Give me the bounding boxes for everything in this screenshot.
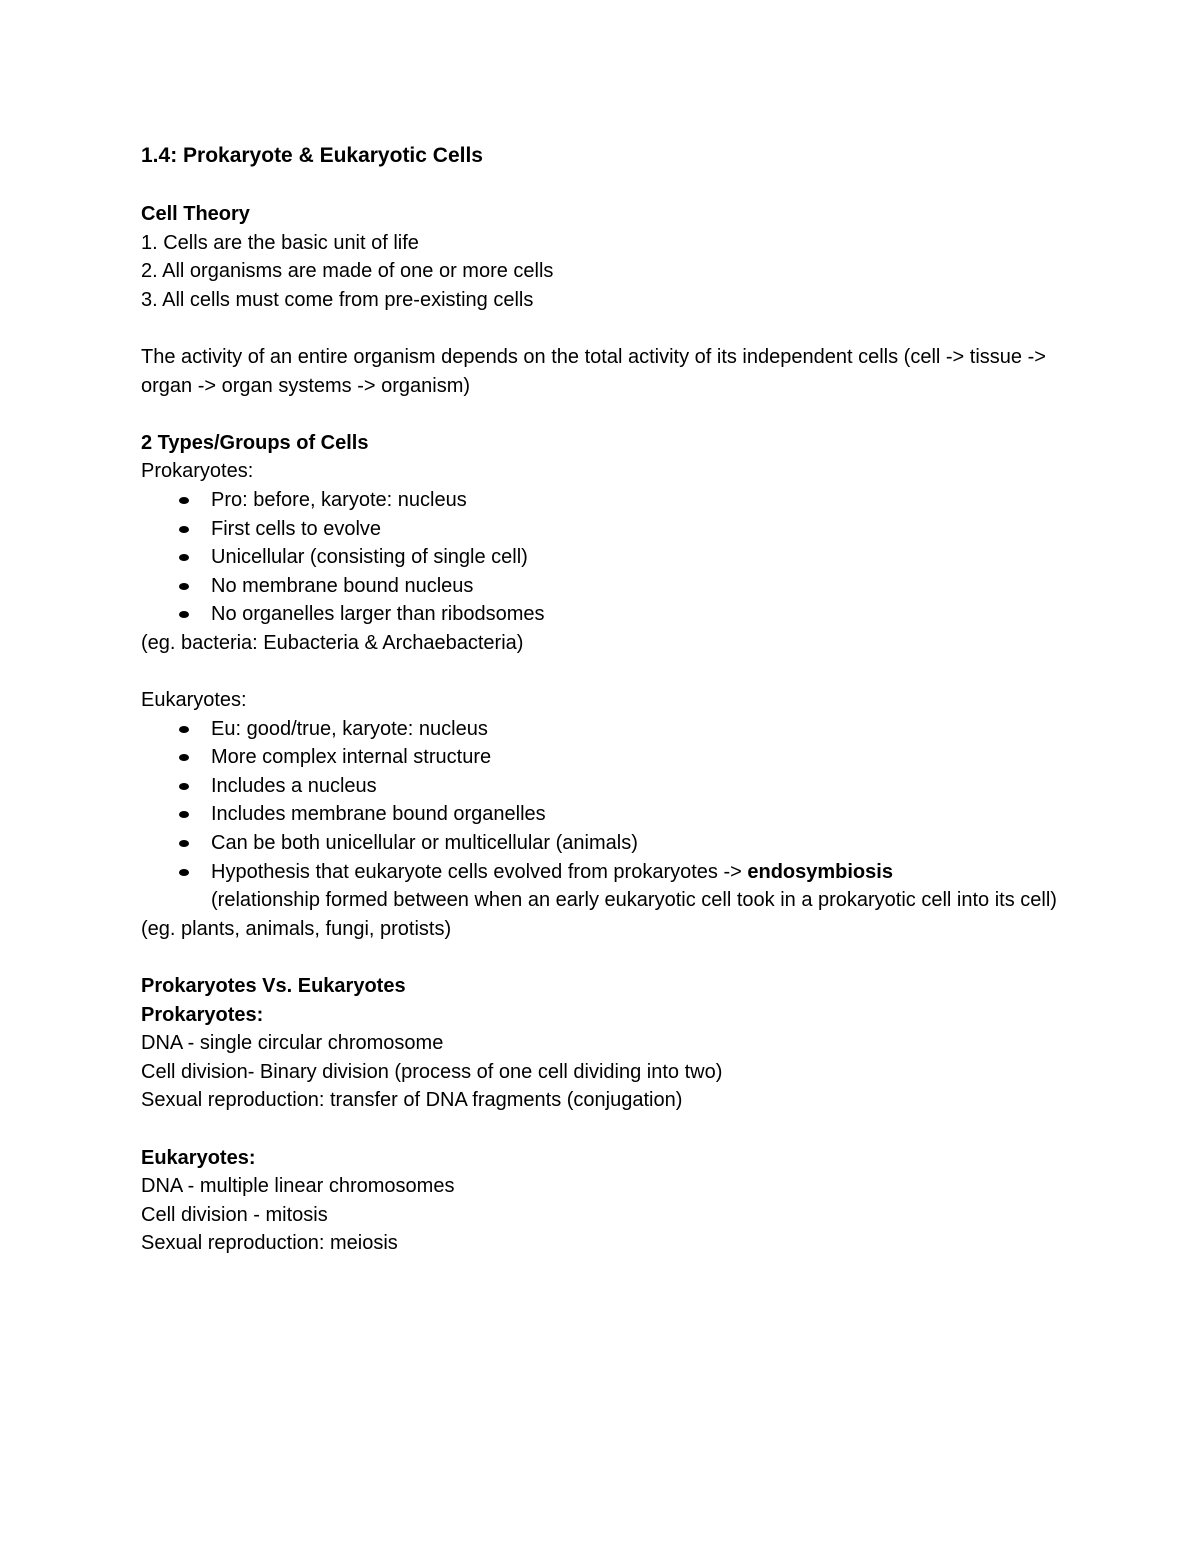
spacer xyxy=(141,943,1061,972)
cell-theory-item: 2. All organisms are made of one or more cells xyxy=(141,260,554,283)
list-item: No membrane bound nucleus xyxy=(211,572,1061,601)
list-item: More complex internal structure xyxy=(211,743,1061,772)
comparison-prokaryotes-label: Prokaryotes: xyxy=(141,1003,264,1026)
cell-theory-heading: Cell Theory xyxy=(141,203,250,225)
cell-theory-item: 1. Cells are the basic unit of life xyxy=(141,231,419,254)
eukaryotes-bullet-list xyxy=(141,715,1061,915)
comparison-eukaryotes-label: Eukaryotes: xyxy=(141,1146,256,1169)
spacer xyxy=(141,658,1061,687)
endosymbiosis-definition: (relationship formed between when an early eukaryotic cell took in a prokaryotic cell into its cell) xyxy=(211,889,1057,912)
endosymbiosis-prefix: Hypothesis that eukaryote cells evolved from prokaryotes -> xyxy=(211,860,748,883)
list-item: Pro: before, karyote: nucleus xyxy=(211,486,1061,515)
comparison-prokaryotes-line: Sexual reproduction: transfer of DNA fragments (conjugation) xyxy=(141,1089,683,1112)
list-item: No organelles larger than ribodsomes xyxy=(211,600,1061,629)
spacer xyxy=(141,400,1061,429)
document-page xyxy=(141,140,1061,1258)
comparison-prokaryotes-line: Cell division- Binary division (process of one cell dividing into two) xyxy=(141,1060,723,1083)
organism-activity-paragraph: The activity of an entire organism depends on the total activity of its independent cells (cell -> tissue -> organ -> organ systems -> organism) xyxy=(141,345,1046,397)
cell-types-heading: 2 Types/Groups of Cells xyxy=(141,431,369,454)
comparison-prokaryotes-line: DNA - single circular chromosome xyxy=(141,1032,444,1055)
comparison-eukaryotes-line: Sexual reproduction: meiosis xyxy=(141,1232,398,1255)
endosymbiosis-list-item xyxy=(211,858,1061,915)
comparison-heading: Prokaryotes Vs. Eukaryotes xyxy=(141,975,406,998)
cell-theory-item: 3. All cells must come from pre-existing cells xyxy=(141,288,534,311)
spacer xyxy=(141,314,1061,343)
endosymbiosis-term: endosymbiosis xyxy=(747,860,893,883)
list-item: Unicellular (consisting of single cell) xyxy=(211,543,1061,572)
list-item: Eu: good/true, karyote: nucleus xyxy=(211,715,1061,744)
comparison-eukaryotes-line: DNA - multiple linear chromosomes xyxy=(141,1175,455,1198)
list-item: Can be both unicellular or multicellular (animals) xyxy=(211,829,1061,858)
list-item: Includes membrane bound organelles xyxy=(211,800,1061,829)
comparison-eukaryotes-line: Cell division - mitosis xyxy=(141,1203,328,1226)
eukaryotes-example: (eg. plants, animals, fungi, protists) xyxy=(141,917,452,940)
list-item: First cells to evolve xyxy=(211,515,1061,544)
prokaryotes-label: Prokaryotes: xyxy=(141,460,254,483)
page-title: 1.4: Prokaryote & Eukaryotic Cells xyxy=(141,144,483,167)
list-item: Includes a nucleus xyxy=(211,772,1061,801)
prokaryotes-bullet-list xyxy=(141,486,1061,629)
spacer xyxy=(141,1115,1061,1144)
prokaryotes-example: (eg. bacteria: Eubacteria & Archaebacteria) xyxy=(141,631,524,654)
eukaryotes-label: Eukaryotes: xyxy=(141,689,247,712)
